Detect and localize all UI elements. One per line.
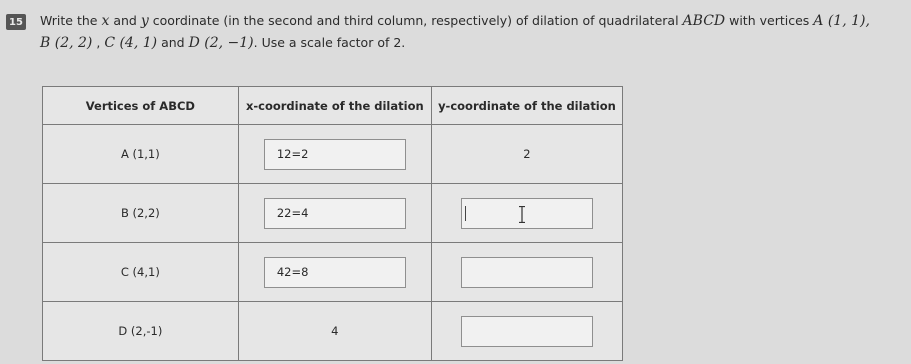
y-answer-input-b[interactable] xyxy=(461,198,593,229)
y-answer-input-c[interactable] xyxy=(461,257,593,288)
vertex-label: B (2,2) xyxy=(120,206,160,220)
y-value-a: 2 xyxy=(523,147,531,161)
vertex-label: A (1,1) xyxy=(120,147,160,161)
quadrilateral-name: ABCD xyxy=(682,13,726,29)
vertex-b-text: B (2, 2) xyxy=(40,35,93,51)
question-number: 15 xyxy=(6,14,26,30)
y-variable: y xyxy=(140,13,149,29)
header-y-coordinate: y-coordinate of the dilation xyxy=(431,87,622,125)
table-header-row xyxy=(43,87,623,125)
vertex-label: C (4,1) xyxy=(120,265,160,279)
question-prompt: Write the x and y coordinate (in the second and third column, respectively) of dilation of quadrilateral ABCD with vertices A (1, 1), B (2, 2) , C (4, 1) and D (2, −1). Use a scale factor of 2. xyxy=(40,13,870,51)
x-answer-input-c[interactable]: 42=8 xyxy=(264,257,406,288)
table-row xyxy=(43,184,623,243)
y-answer-input-d[interactable] xyxy=(461,316,593,347)
x-answer-input-b[interactable]: 22=4 xyxy=(264,198,406,229)
vertex-c-text: C (4, 1) xyxy=(104,35,158,51)
x-variable: x xyxy=(101,13,110,29)
vertex-d-text: D (2, −1) xyxy=(188,35,254,51)
table-row xyxy=(43,243,623,302)
x-answer-input-a[interactable]: 12=2 xyxy=(264,139,406,170)
vertex-a-text: A (1, 1), xyxy=(813,13,870,29)
table-row xyxy=(43,125,623,184)
dilation-table xyxy=(42,86,623,361)
header-vertices: Vertices of ABCD xyxy=(43,87,239,125)
text-caret xyxy=(465,206,466,221)
header-x-coordinate: x-coordinate of the dilation xyxy=(238,87,431,125)
vertex-label: D (2,-1) xyxy=(118,324,163,338)
table-row xyxy=(43,302,623,361)
x-value-d: 4 xyxy=(331,324,339,338)
i-beam-cursor-icon xyxy=(518,206,526,223)
